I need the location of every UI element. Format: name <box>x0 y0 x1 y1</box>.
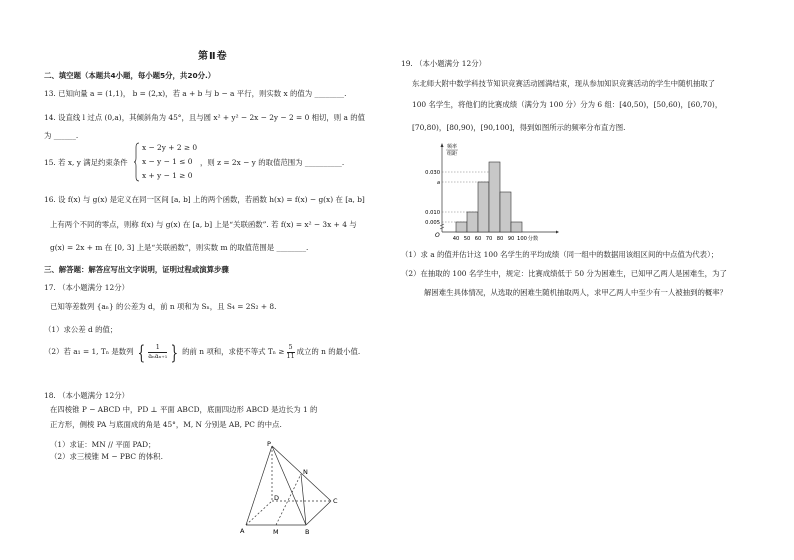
question-18-part2: （2）求三棱锥 M − PBC 的体积. <box>50 452 163 461</box>
y-axis-label-bottom: 组距 <box>446 151 458 157</box>
question-17-title: 17. （本小题满分 12分） <box>44 283 129 292</box>
rhs-numerator: 5 <box>287 344 295 352</box>
question-17-part2 <box>44 342 360 362</box>
q17-rhs-fraction <box>287 344 295 359</box>
y-tick-label: 0.030 <box>425 170 440 176</box>
question-18-line1: 在四棱锥 P − ABCD 中，PD ⊥ 平面 ABCD，底面四边形 ABCD 是边长为 1 的 <box>50 405 318 414</box>
question-19-line1: 东北师大附中数学科技节知识竞赛活动圆满结束，现从参加知识竞赛活动的学生中随机抽取了 <box>412 79 716 88</box>
question-19-part1: （1）求 a 的值并估计这 100 名学生的平均成绩（同一组中的数据用该组区间的中点值为代表）； <box>401 250 719 259</box>
q17-part2-prefix: （2）若 a₁ = 1, Tₙ 是数列 <box>44 347 134 357</box>
section3-heading: 三、解答题：解答应写出文字说明，证明过程或演算步骤 <box>44 265 229 274</box>
rhs-denominator: 11 <box>286 351 295 360</box>
label-N: N <box>303 468 308 476</box>
fraction-denominator: aₙaₙ₊₁ <box>148 351 168 360</box>
question-16-line2: 上有两个不同的零点，则称 f(x) 与 g(x) 在 [a, b] 上是“关联函数”. 若 f(x) = x² − 3x + 4 与 <box>50 220 357 229</box>
question-19-part2-line1: （2）在抽取的 100 名学生中，规定：比赛成绩低于 50 分为困难生，已知甲乙两人是困难生，为了 <box>401 269 727 278</box>
histogram-bar <box>456 222 467 232</box>
x-tick-label: 60 <box>474 236 482 242</box>
question-16-line3: g(x) = 2x + m 在 [0, 3] 上是“关联函数”，则实数 m 的取值范围是 ________. <box>50 243 309 252</box>
left-brace-icon <box>134 142 140 182</box>
question-14-line2: 为 ______. <box>44 131 79 140</box>
x-tick-label: 90 <box>507 236 515 242</box>
y-axis-arrow-icon <box>441 143 444 147</box>
y-axis-label-top: 频率 <box>446 144 458 150</box>
q17-part2-suffix: 成立的 n 的最小值. <box>296 347 361 357</box>
x-tick-label: 50 <box>463 236 471 242</box>
q17-part2-middle: 的前 n 项和，求使不等式 Tₙ ≥ <box>182 347 285 357</box>
histogram-bars <box>456 162 522 232</box>
section2-heading: 二、填空题（本题共4小题，每小题5分，共20分.） <box>44 71 216 80</box>
question-16-line1: 16. 设 f(x) 与 g(x) 是定义在同一区间 [a, b] 上的两个函数，若函数 h(x) = f(x) − g(x) 在 [a, b] <box>44 195 365 204</box>
constraint-1: x − 2y + 2 ≥ 0 <box>142 143 198 152</box>
x-axis-label: 分数 <box>527 236 539 242</box>
label-C: C <box>333 497 338 505</box>
question-19-title: 19. （本小题满分 12分） <box>401 59 486 68</box>
x-tick-label: 70 <box>485 236 493 242</box>
y-tick-label: a <box>436 180 440 186</box>
x-tick-label: 100 <box>517 236 527 242</box>
x-axis-arrow-icon <box>556 231 559 234</box>
question-19-line2: 100 名学生，将他们的比赛成绩（满分为 100 分）分为 6 组：[40,50)，[50,60)，[60,70)， <box>412 100 723 109</box>
histogram-bar <box>478 182 489 232</box>
constraint-3: x + y − 1 ≥ 0 <box>142 171 193 180</box>
histogram-bar <box>489 162 500 232</box>
question-18-line2: 正方形，侧棱 PA 与底面成的角是 45°，M, N 分别是 AB, PC 的中点. <box>50 420 282 429</box>
origin-label: O <box>435 232 440 239</box>
question-15-suffix: ，则 z = 2x − y 的取值范围为 __________. <box>200 158 345 167</box>
seq-brace-left: { <box>137 340 145 364</box>
histogram-bar <box>500 192 511 232</box>
y-tick-label: 0.005 <box>425 220 440 226</box>
pyramid-figure <box>236 438 348 538</box>
histogram-bar <box>467 212 478 232</box>
constraint-2: x − y − 1 ≤ 0 <box>142 157 193 166</box>
question-18-title: 18. （本小题满分 12分） <box>44 391 129 400</box>
label-A: A <box>240 527 245 535</box>
x-tick-label: 40 <box>452 236 460 242</box>
question-14-line1: 14. 设直线 l 过点 (0,a)，其倾斜角为 45°，且与圆 x² + y² − 2x − 2y − 2 = 0 相切，则 a 的值 <box>44 113 366 122</box>
label-B: B <box>305 528 310 536</box>
frequency-histogram <box>418 140 568 248</box>
fraction-numerator: 1 <box>148 344 167 352</box>
question-13: 13. 已知向量 a = (1,1)， b = (2,x)，若 a + b 与 b − a 平行，则实数 x 的值为 ________. <box>44 89 347 98</box>
y-tick-label: 0.010 <box>425 210 440 216</box>
volume-title: 第Ⅱ卷 <box>198 51 228 62</box>
seq-brace-right: } <box>170 340 179 364</box>
q17-sequence-fraction <box>148 344 167 359</box>
question-17-stem: 已知等差数列 {aₙ} 的公差为 d，前 n 项和为 Sₙ，且 S₄ = 2S₂ + 8. <box>50 302 277 311</box>
histogram-bar <box>511 222 522 232</box>
label-P: P <box>267 440 271 448</box>
label-D: D <box>274 494 280 502</box>
question-19-part2-line2: 解困难生具体情况，从选取的困难生随机抽取两人，求甲乙两人中至少有一人被抽到的概率？ <box>424 288 728 297</box>
constraint-brace <box>134 142 140 182</box>
x-tick-label: 80 <box>496 236 504 242</box>
question-17-part1: （1）求公差 d 的值； <box>44 325 118 334</box>
label-M: M <box>273 528 279 536</box>
question-18-part1: （1）求证：MN // 平面 PAD； <box>50 440 156 449</box>
question-19-line3: [70,80)，[80,90)，[90,100]，得到如图所示的频率分布直方图. <box>412 123 626 132</box>
question-15-prefix: 15. 若 x, y 满足约束条件 <box>44 158 128 167</box>
